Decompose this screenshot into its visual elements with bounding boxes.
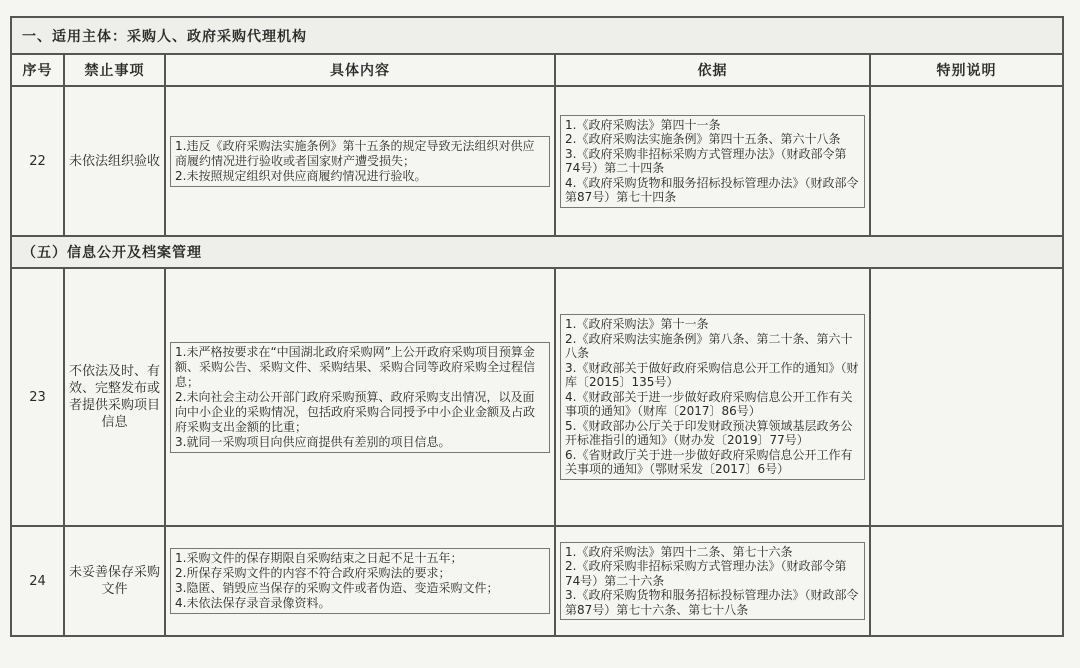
content-line: 2.未按照规定组织对供应商履约情况进行验收。 — [175, 168, 427, 183]
basis-line: 6.《省财政厅关于进一步做好政府采购信息公开工作有关事项的通知》（鄂财采发〔2017〕6号） — [565, 447, 853, 477]
basis-line: 3.《政府采购货物和服务招标投标管理办法》（财政部令第87号）第七十六条、第七十八条 — [565, 588, 859, 617]
content-line: 1.未严格按要求在“中国湖北政府采购网”上公开政府采购项目预算金额、采购公告、采购文件、采购结果、采购合同等政府采购全过程信息； — [175, 344, 536, 389]
row-number: 23 — [11, 268, 64, 526]
row-item: 不依法及时、有效、完整发布或者提供采购项目信息 — [64, 268, 165, 526]
table-row — [11, 526, 1063, 636]
row-note — [870, 86, 1063, 236]
basis-line: 4.《政府采购货物和服务招标投标管理办法》（财政部令第87号）第七十四条 — [565, 175, 859, 204]
content-line: 2.未向社会主动公开部门政府采购预算、政府采购支出情况，以及面向中小企业的采购情况，包括政府采购合同授予中小企业金额及占政府采购支出金额的比重； — [175, 389, 536, 434]
row-note — [870, 268, 1063, 526]
basis-line: 1.《政府采购法》第四十一条 — [565, 117, 721, 132]
basis-line: 5.《财政部办公厅关于印发财政预决算领域基层政务公开标准指引的通知》（财办发〔2019〕77号） — [565, 418, 853, 448]
section-title-info-disclosure: （五）信息公开及档案管理 — [11, 236, 1063, 268]
header-basis: 依据 — [555, 54, 870, 86]
basis-line: 2.《政府采购法实施条例》第八条、第二十条、第六十八条 — [565, 331, 853, 361]
content-line: 4.未依法保存录音录像资料。 — [175, 596, 331, 610]
row-basis — [555, 526, 870, 636]
content-line: 1.违反《政府采购法实施条例》第十五条的规定导致无法组织对供应商履约情况进行验收或者国家财产遭受损失； — [175, 138, 535, 168]
row-number: 22 — [11, 86, 64, 236]
content-line: 2.所保存采购文件的内容不符合政府采购法的要求； — [175, 566, 451, 580]
content-line: 1.采购文件的保存期限自采购结束之日起不足十五年； — [175, 551, 463, 565]
section-heading-row — [11, 17, 1063, 54]
header-content: 具体内容 — [165, 54, 555, 86]
table-row — [11, 268, 1063, 526]
basis-line: 1.《政府采购法》第四十二条、第七十六条 — [565, 544, 793, 559]
table-row — [11, 86, 1063, 236]
section-heading-row — [11, 236, 1063, 268]
row-basis — [555, 268, 870, 526]
row-content — [165, 268, 555, 526]
header-no: 序号 — [11, 54, 64, 86]
content-line: 3.就同一采购项目向供应商提供有差别的项目信息。 — [175, 434, 451, 449]
row-basis — [555, 86, 870, 236]
content-line: 3.隐匿、销毁应当保存的采购文件或者伪造、变造采购文件； — [175, 581, 499, 595]
basis-line: 2.《政府采购法实施条例》第四十五条、第六十八条 — [565, 132, 841, 146]
basis-line: 3.《财政部关于做好政府采购信息公开工作的通知》（财库〔2015〕135号） — [565, 360, 859, 390]
row-item: 未妥善保存采购文件 — [64, 526, 165, 636]
section-title-applicable-subjects: 一、适用主体：采购人、政府采购代理机构 — [11, 17, 1063, 54]
header-item: 禁止事项 — [64, 54, 165, 86]
basis-line: 2.《政府采购非招标采购方式管理办法》（财政部令第74号）第二十六条 — [565, 559, 847, 588]
header-note: 特别说明 — [870, 54, 1063, 86]
table-header-row — [11, 54, 1063, 86]
basis-line: 3.《政府采购非招标采购方式管理办法》（财政部令第74号）第二十四条 — [565, 146, 847, 175]
basis-line: 4.《财政部关于进一步做好政府采购信息公开工作有关事项的通知》（财库〔2017〕86号） — [565, 389, 853, 419]
row-note — [870, 526, 1063, 636]
row-content — [165, 526, 555, 636]
row-content — [165, 86, 555, 236]
prohibited-items-table — [10, 16, 1064, 637]
basis-line: 1.《政府采购法》第十一条 — [565, 317, 709, 332]
row-number: 24 — [11, 526, 64, 636]
row-item: 未依法组织验收 — [64, 86, 165, 236]
